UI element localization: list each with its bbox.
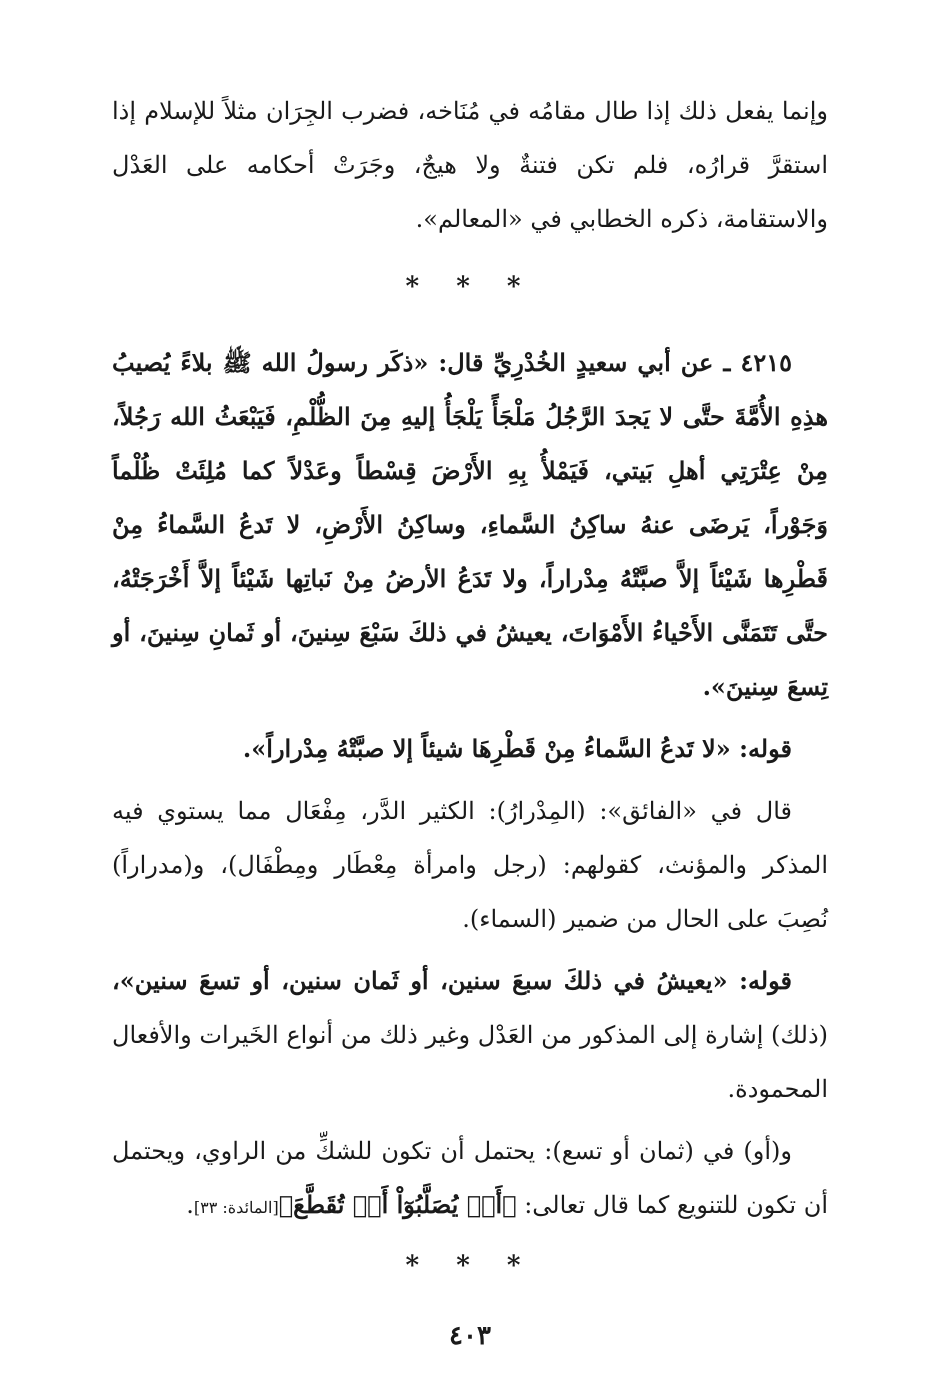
hadith-4215: ٤٢١٥ ـ عن أبي سعيدٍ الخُدْرِيِّ قال: «ذكَر رسولُ الله ﷺ بلاءً يُصيبُ هذِهِ الأُمَّةَ حتَّى لا يَجدَ الرَّجُلُ مَلْجَأً يَلْجَأُ إليهِ مِنَ الظُّلْمِ، فَيَبْعَثُ الله رَجُلاً، مِنْ عِتْرَتِي أهلِ بَيتي، فَيَمْلأُ بِهِ الأَرْضَ قِسْطاً وعَدْلاً كما مُلِئَتْ ظُلْماً وَجَوْراً، يَرضَى عنهُ ساكِنُ السَّماءِ، وساكِنُ الأَرْضِ، لا تَدعُ السَّماءُ مِنْ قَطْرِها شَيْئاً إلاَّ صبَّتْهُ مِدْراراً، ولا تَدَعُ الأرضُ مِنْ نَباتِها شَيْئاً إلاَّ أَخْرَجَتْهُ، حتَّى تَتَمَنَّى الأَحْياءُ الأَمْوَاتَ، يعيشُ في ذلكَ سَبْعَ سِنينَ، أو ثَمانِ سِنينَ، أو تِسعَ سِنينَ». bbox=[112, 348, 828, 701]
paragraph-continuation: وإنما يفعل ذلك إذا طال مقامُه في مُنَاخه، فضرب الجِرَان مثلاً للإسلام إذا استقرَّ قرارُه، فلم تكن فتنةٌ ولا هيجٌ، وجَرَتْ أحكامه على العَدْل والاستقامة، ذكره الخطابي في «المعالم». bbox=[112, 97, 828, 233]
page-body bbox=[112, 84, 828, 1351]
commentary-quote-2 bbox=[112, 954, 828, 1116]
section-separator: * * * bbox=[405, 272, 535, 302]
aw-end: . bbox=[186, 1191, 194, 1219]
quran-reference: [المائدة: ٣٣] bbox=[193, 1198, 279, 1217]
quote-2-lead: قوله: «يعيشُ في ذلكَ سبعَ سنين، أو ثَمان سنين، أو تسعَ سنين»، bbox=[112, 966, 792, 995]
section-separator-end: * * * bbox=[405, 1251, 535, 1281]
commentary-faiq: قال في «الفائق»: (المِدْرارُ): الكثير الدَّر، مِفْعَال مما يستوي فيه المذكر والمؤنث، كقولهم: (رجل وامرأة مِعْطَار ومِطْفَال)، و(مدراراً) نُصِبَ على الحال من ضمير (السماء). bbox=[112, 797, 828, 933]
quote-2-explanation: (ذلك) إشارة إلى المذكور من العَدْل وغير ذلك من أنواع الخَيرات والأفعال المحمودة. bbox=[112, 1021, 828, 1103]
aw-explanation: و(أو) في (ثمان أو تسع): يحتمل أن تكون للشكِّ من الراوي، ويحتمل أن تكون للتنويع كما قال تعالى: bbox=[112, 1137, 828, 1219]
quran-verse: ﴿أَوۡ يُصَلَّبُوٓاْ أَوۡ تُقَطَّعَ﴾ bbox=[278, 1190, 517, 1219]
commentary-quote-1: قوله: «لا تَدعُ السَّماءُ مِنْ قَطْرِهَا شيئاً إلا صبَّتْهُ مِدْراراً». bbox=[242, 734, 792, 763]
page-number: ٤٠٣ bbox=[449, 1321, 491, 1351]
commentary-aw bbox=[112, 1124, 828, 1235]
